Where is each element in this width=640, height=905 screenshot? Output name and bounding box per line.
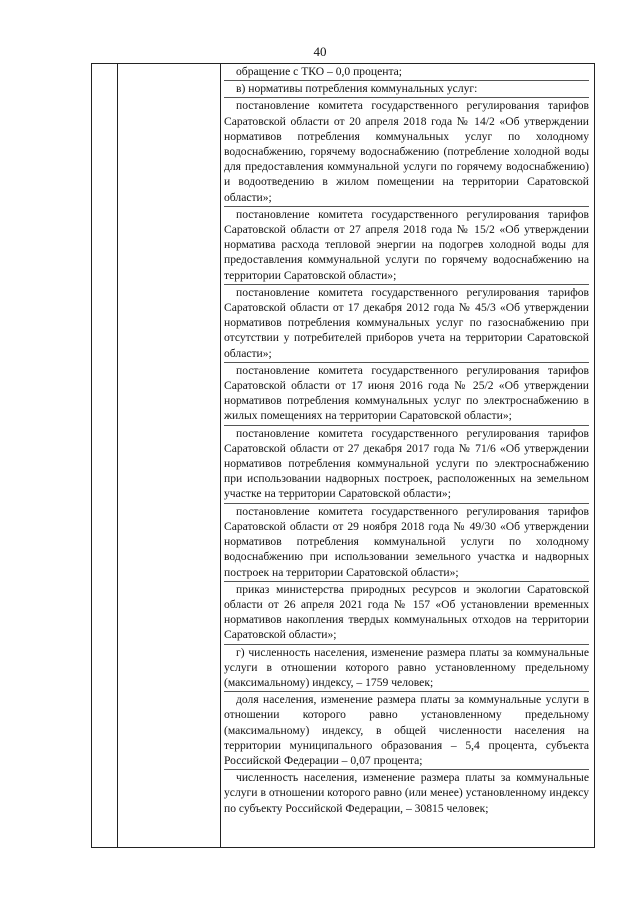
table-content-cell: [222, 64, 592, 817]
table-column-divider: [220, 64, 221, 847]
paragraph: постановление комитета государственного регулирования тарифов Саратовской области от 20 апреля 2018 года № 14/2 «Об утверждении нормативов потребления коммунальных услуг по холодному водоснабжению, горячему водоснабжению (потребление холодной воды для предоставления коммунальной услуги по горячему водоснабжению) и водоотведению в жилом помещении на территории Саратовской области»;: [224, 98, 589, 206]
table-column-divider: [117, 64, 118, 847]
paragraph: постановление комитета государственного регулирования тарифов Саратовской области от 29 ноября 2018 года № 49/30 «Об утверждении нормативов потребления коммунальной услуги по холодному водоснабжению при использовании земельного участка и надворных построек на территории Саратовской области»;: [224, 504, 589, 582]
paragraph: обращение с ТКО – 0,0 процента;: [224, 64, 589, 81]
paragraph: доля населения, изменение размера платы за коммунальные услуги в отношении которого равно установленному предельному (максимальному) индексу, в общей численности населения на территории муниципального образования – 5,4 процента, субъекта Российской Федерации – 0,07 процента;: [224, 692, 589, 770]
paragraph: постановление комитета государственного регулирования тарифов Саратовской области от 27 апреля 2018 года № 15/2 «Об утверждении норматива расхода тепловой энергии на подогрев холодной воды для предоставления коммунальной услуги по горячему водоснабжению на территории Саратовской области»;: [224, 207, 589, 285]
paragraph: г) численность населения, изменение размера платы за коммунальные услуги в отношении которого равно установленному предельному (максимальному) индексу, – 1759 человек;: [224, 645, 589, 693]
paragraph: приказ министерства природных ресурсов и экологии Саратовской области от 26 апреля 2021 года № 157 «Об установлении временных нормативов накопления твердых коммунальных отходов на территории Саратовской области»;: [224, 582, 589, 645]
paragraph: постановление комитета государственного регулирования тарифов Саратовской области от 17 декабря 2012 года № 45/3 «Об утверждении нормативов потребления коммунальных услуг по газоснабжению при отсутствии у потребителей приборов учета на территории Саратовской области»;: [224, 285, 589, 363]
paragraph: в) нормативы потребления коммунальных услуг:: [224, 81, 589, 98]
paragraph: постановление комитета государственного регулирования тарифов Саратовской области от 27 декабря 2017 года № 71/6 «Об утверждении нормативов потребления коммунальной услуги по электроснабжению при использовании надворных построек, расположенных на земельном участке на территории Саратовской области»;: [224, 426, 589, 504]
page-number: 40: [313, 44, 327, 59]
paragraph: постановление комитета государственного регулирования тарифов Саратовской области от 17 июня 2016 года № 25/2 «Об утверждении нормативов потребления коммунальных услуг по электроснабжению в жилых помещениях на территории Саратовской области»;: [224, 363, 589, 426]
document-table: [91, 63, 595, 848]
paragraph: численность населения, изменение размера платы за коммунальные услуги в отношении которого равно (или менее) установленному индексу по субъекту Российской Федерации, – 30815 человек;: [224, 771, 589, 815]
